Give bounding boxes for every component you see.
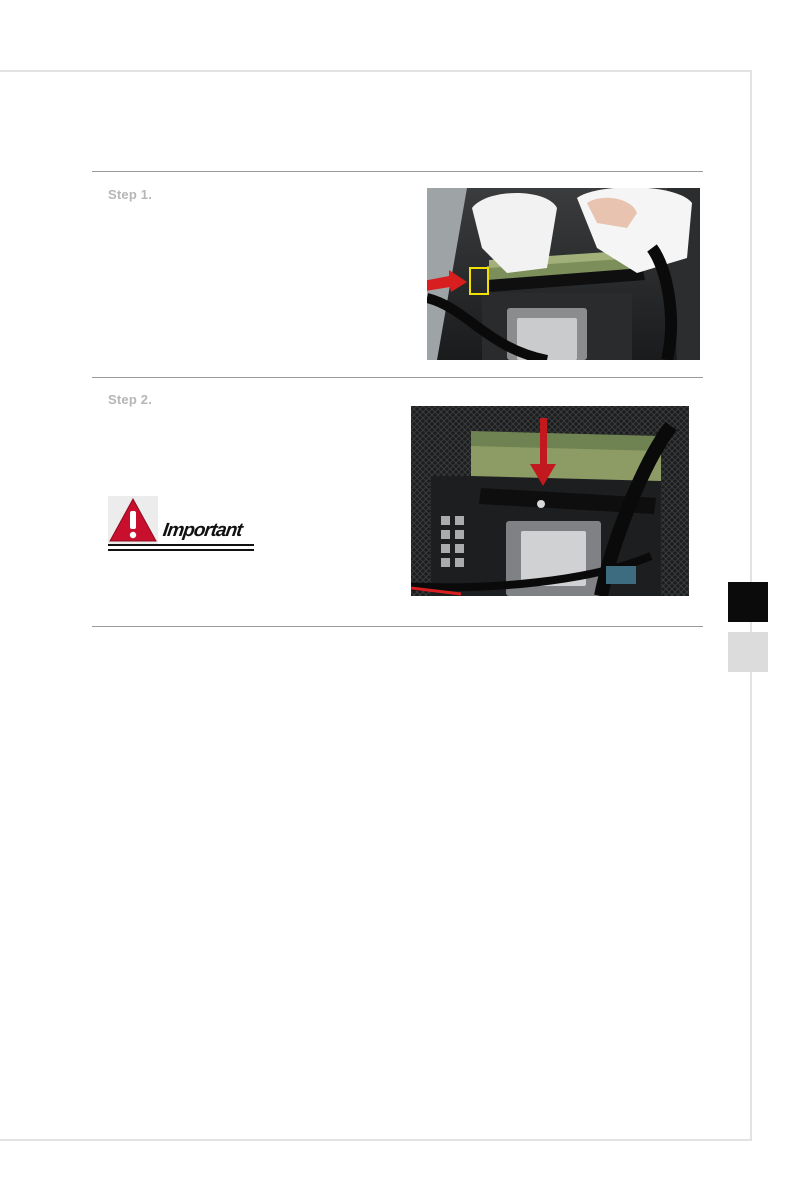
page-border-top xyxy=(0,70,752,72)
section-divider-middle xyxy=(92,377,703,378)
important-rule-1 xyxy=(108,544,254,546)
chapter-tab-active xyxy=(728,582,768,622)
step-1-label: Step 1. xyxy=(108,187,153,202)
chapter-tab-inactive xyxy=(728,632,768,672)
step-2-label: Step 2. xyxy=(108,392,153,407)
section-divider-top xyxy=(92,171,703,172)
important-notice xyxy=(108,496,256,552)
warning-triangle-icon xyxy=(108,496,158,544)
section-divider-bottom xyxy=(92,626,703,627)
important-rule-2 xyxy=(108,549,254,551)
important-heading: Important xyxy=(161,520,244,541)
page-border-bottom xyxy=(0,1139,752,1141)
step-2-photo xyxy=(411,406,689,596)
step-1-photo xyxy=(427,188,700,360)
